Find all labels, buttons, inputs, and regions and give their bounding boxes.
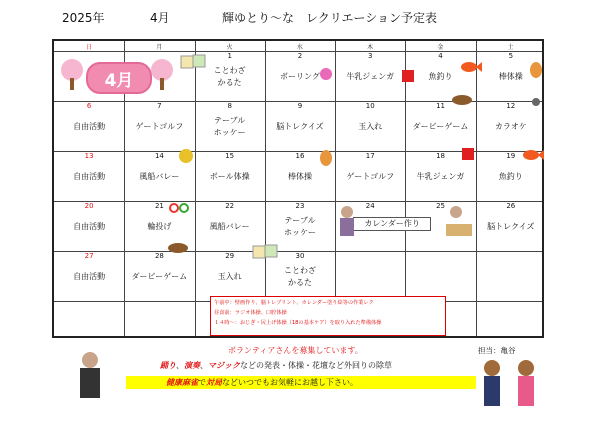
activity-label: カレンダー作り: [353, 217, 431, 231]
day-number: 11: [436, 102, 445, 110]
activity-label: カラオケ: [494, 122, 527, 131]
activity-label: 風船バレー: [139, 172, 180, 181]
day-number: 23: [295, 202, 305, 210]
day-number: 27: [84, 252, 94, 260]
activity-label: 風船バレー: [209, 222, 250, 231]
day-number: 8: [227, 102, 232, 110]
weekday-label: 月: [156, 44, 163, 51]
weekday-label: 日: [85, 44, 92, 51]
activity-label: テーブル ホッケー: [283, 216, 316, 237]
cherry-blossom-icon: [146, 58, 178, 92]
emphasis-text: 健康麻雀: [166, 378, 198, 387]
grid-column-line: [405, 41, 406, 336]
dancer-icon: [476, 356, 542, 412]
activity-label: 自由活動: [73, 272, 106, 281]
day-number: 7: [157, 102, 162, 110]
activity-label: 自由活動: [73, 172, 106, 181]
note-line: 午前中：壁画作り、脳トレプリント、カレンダー塗り絵等の作業レク: [214, 300, 374, 306]
weekday-label: 木: [367, 44, 374, 51]
activity-label: ゲートゴルフ: [346, 172, 395, 181]
activity-label: 魚釣り: [428, 72, 453, 81]
activity-label: 玉入れ: [358, 122, 383, 131]
elderly-person-icon: [444, 204, 474, 238]
note-line: 昼食前：ラジオ体操、口腔体操: [214, 310, 287, 316]
day-number: 17: [365, 152, 375, 160]
staff-label: 担当：亀谷: [478, 346, 516, 355]
day-number: 12: [506, 102, 516, 110]
activity-label: 牛乳ジェンガ: [416, 172, 465, 181]
activities-message: [160, 360, 392, 371]
horse-icon: [450, 92, 476, 110]
page-title: 輝ゆとり〜な レクリエーション予定表: [222, 11, 438, 25]
weekday-label: 水: [296, 44, 303, 51]
day-number: 4: [438, 52, 443, 60]
day-number: 1: [227, 52, 232, 60]
text: で: [198, 378, 206, 387]
day-number: 9: [297, 102, 303, 110]
cat-icon: [528, 58, 544, 80]
cards-icon: [252, 244, 280, 260]
activity-label: 自由活動: [73, 122, 106, 131]
activity-label: 自由活動: [73, 222, 106, 231]
day-number: 14: [154, 152, 164, 160]
activity-label: 棒体操: [498, 72, 523, 81]
weekday-label: 金: [437, 44, 444, 51]
day-number: 16: [295, 152, 305, 160]
activity-label: ボール体操: [209, 172, 250, 181]
horse-icon: [166, 240, 192, 258]
day-number: 30: [295, 252, 305, 260]
cherry-blossom-icon: [56, 58, 88, 92]
day-number: 18: [436, 152, 445, 160]
daily-schedule-note: [210, 296, 446, 336]
header-year: 2025年: [62, 11, 105, 25]
weekday-label: 土: [507, 44, 514, 51]
volunteer-message: ボランティアさんを募集しています。: [228, 346, 363, 355]
day-number: 21: [154, 202, 164, 210]
day-number: 13: [84, 152, 94, 160]
activity-label: 輪投げ: [147, 222, 172, 231]
activity-label: 脳トレクイズ: [276, 122, 324, 131]
activity-label: ことわざ かるた: [283, 266, 316, 287]
emphasis-text: 踊り: [160, 361, 176, 370]
day-number: 28: [154, 252, 164, 260]
bowling-icon: [318, 66, 334, 82]
activity-label: テーブル ホッケー: [213, 116, 246, 137]
cards-icon: [180, 54, 208, 70]
grid-column-line: [476, 41, 477, 336]
month-badge: 4月: [86, 62, 152, 94]
fish-icon: [522, 148, 544, 162]
activity-label: 牛乳ジェンガ: [346, 72, 395, 81]
activity-label: 玉入れ: [217, 272, 242, 281]
day-number: 15: [225, 152, 235, 160]
day-number: 22: [225, 202, 235, 210]
day-number: 19: [506, 152, 516, 160]
activity-label: 脳トレクイズ: [487, 222, 535, 231]
day-number: 5: [508, 52, 514, 60]
text: 、: [176, 361, 184, 370]
elderly-person-icon: [336, 204, 358, 238]
activity-label: ことわざ かるた: [213, 66, 246, 87]
day-number: 2: [297, 52, 303, 60]
note-line: １４時〜：おじぎ・尻上げ体操（18の基本ケア）を取り入れた準備体操: [214, 320, 382, 326]
milk-carton-icon: [460, 146, 476, 162]
cat-icon: [318, 146, 334, 168]
karaoke-icon: [530, 96, 542, 108]
milk-carton-icon: [400, 68, 416, 84]
balloon-icon: [178, 148, 194, 164]
activity-label: ダービーゲーム: [412, 122, 469, 131]
header-month: 4月: [150, 11, 170, 25]
fish-icon: [460, 60, 482, 74]
text: などの発表・体操・花壇など外回りの除草: [240, 361, 392, 370]
day-number: 20: [84, 202, 94, 210]
activity-label: 棒体操: [287, 172, 312, 181]
day-number: 29: [225, 252, 235, 260]
day-number: 10: [365, 102, 375, 110]
ring-toss-icon: [168, 196, 190, 216]
day-number: 3: [368, 52, 373, 60]
emphasis-text: 演奏: [184, 361, 200, 370]
day-number: 25: [436, 202, 445, 210]
text: 、: [200, 361, 208, 370]
grid-column-line: [335, 41, 336, 336]
invitation-message: [126, 376, 476, 389]
emphasis-text: マジック: [208, 361, 240, 370]
activity-label: ボーリング: [280, 72, 320, 81]
activity-label: 魚釣り: [498, 172, 523, 181]
day-number: 6: [86, 102, 92, 110]
day-number: 24: [365, 202, 375, 210]
day-number: 26: [506, 202, 516, 210]
text: などいつでもお気軽にお越し下さい。: [222, 378, 358, 387]
weekday-label: 火: [226, 44, 233, 51]
activity-label: ゲートゴルフ: [135, 122, 184, 131]
magician-icon: [64, 346, 112, 408]
emphasis-text: 対局: [206, 378, 222, 387]
grid-column-line: [265, 41, 266, 336]
activity-label: ダービーゲーム: [131, 272, 188, 281]
